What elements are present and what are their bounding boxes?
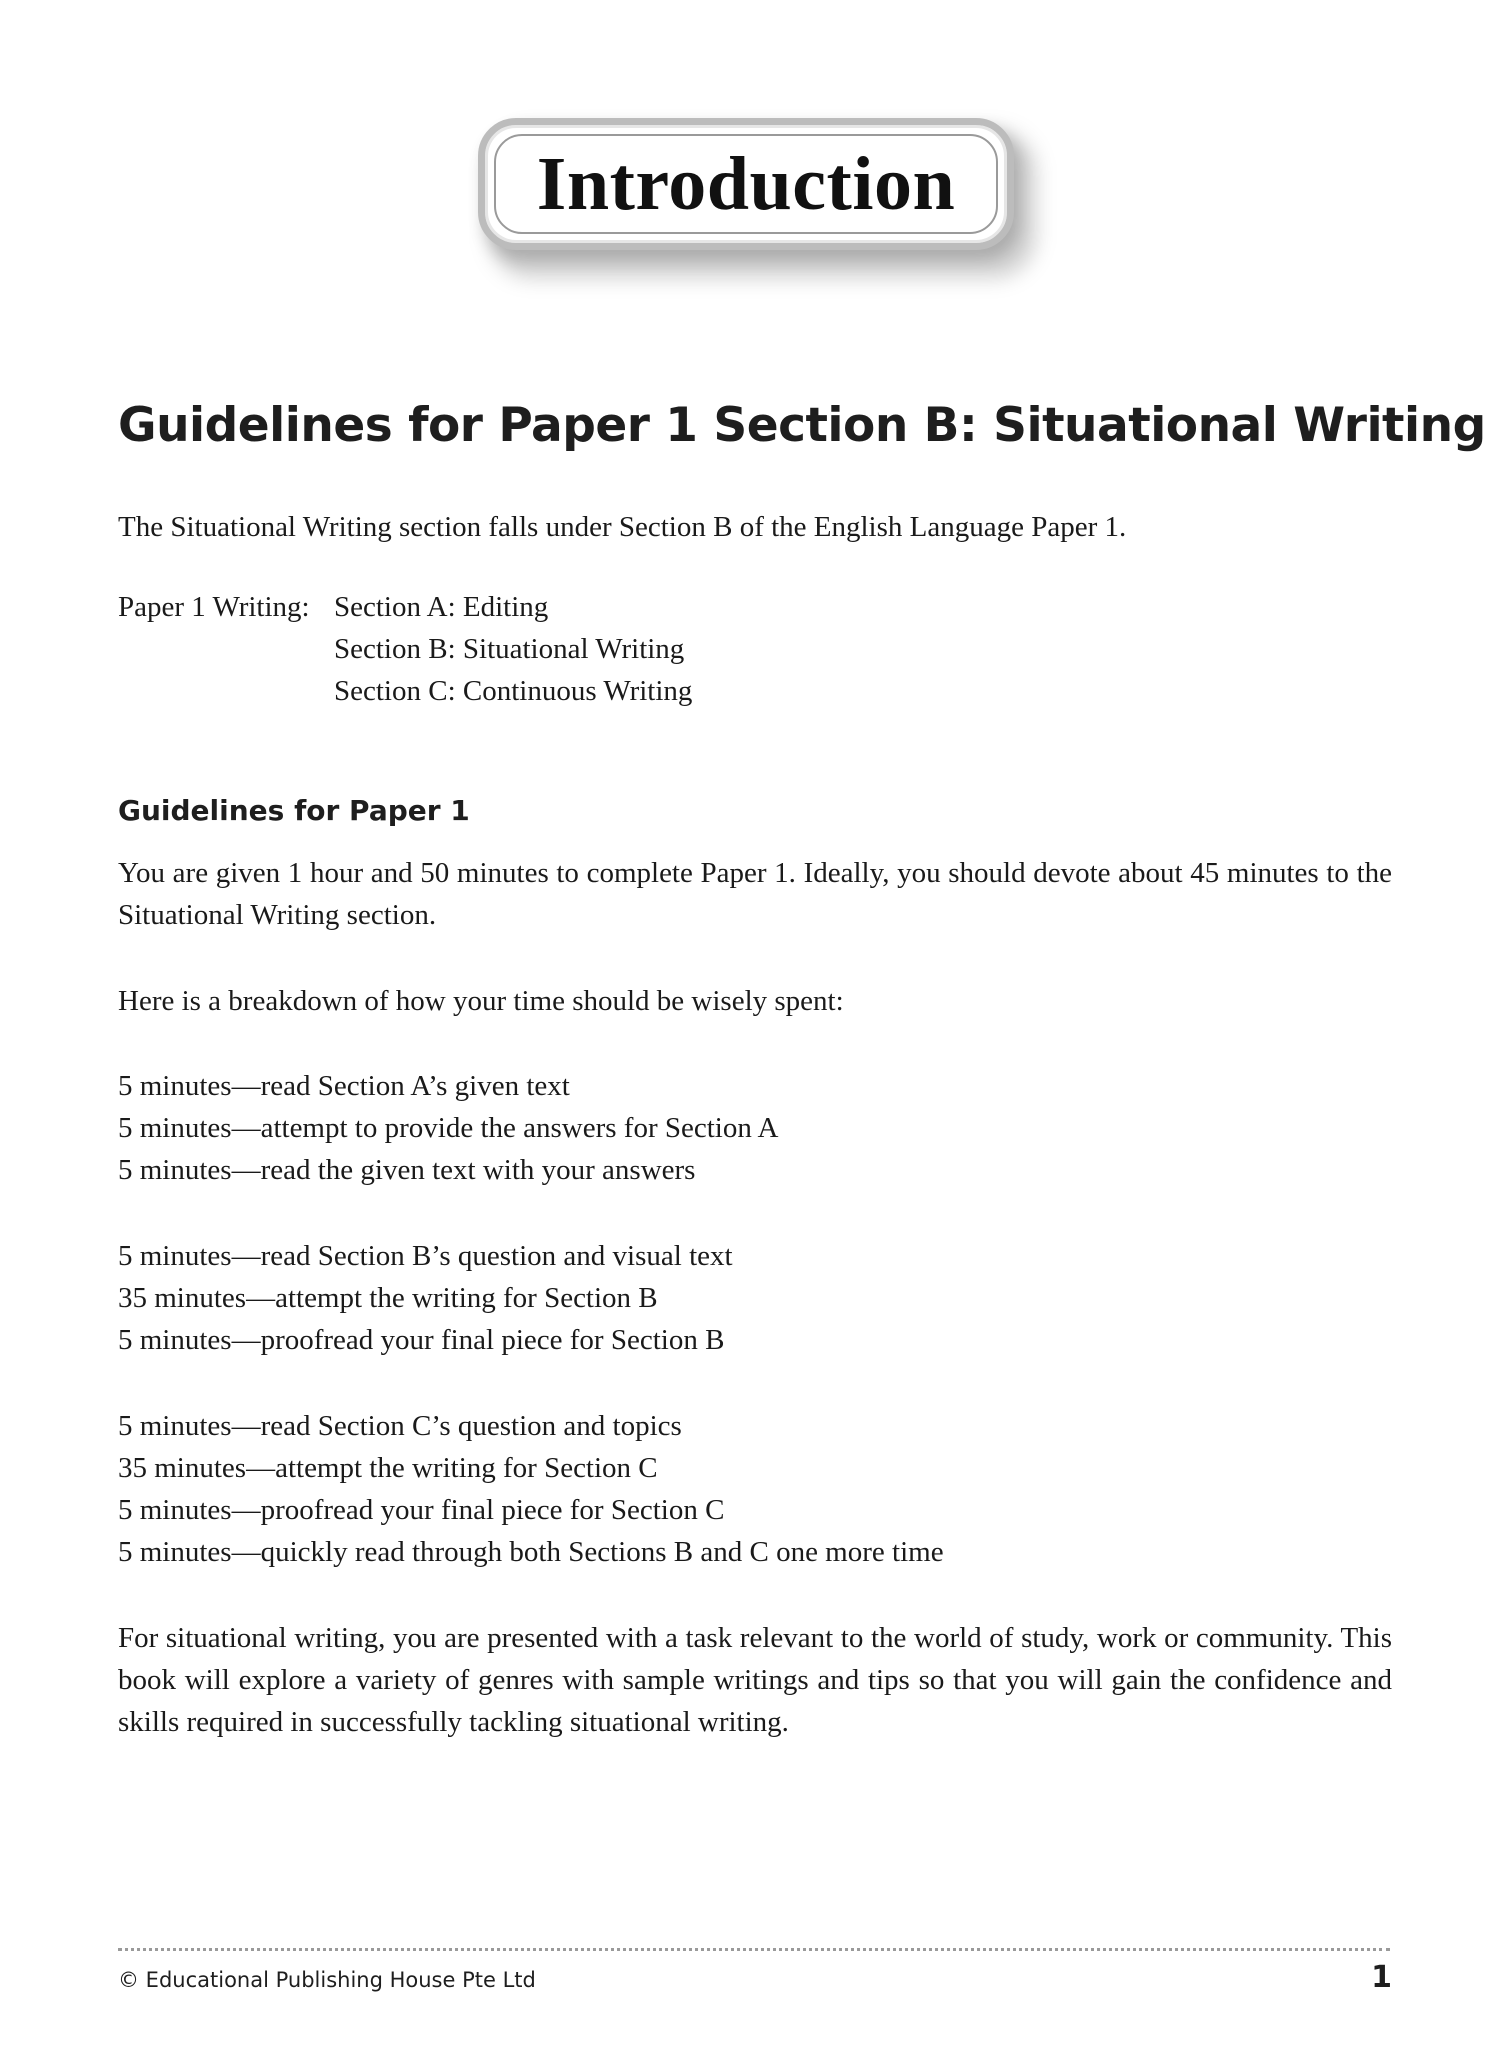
paper-section-row xyxy=(118,628,1392,670)
breakdown-item: 5 minutes—read Section B’s question and visual text xyxy=(118,1240,733,1272)
intro-paragraph: The Situational Writing section falls under Section B of the English Language Paper 1. xyxy=(118,511,1127,543)
time-paragraph: You are given 1 hour and 50 minutes to complete Paper 1. Ideally, you should devote about 45 minutes to the Situational Writing section. xyxy=(118,857,1392,931)
paper-sections-lead: Paper 1 Writing: xyxy=(118,591,310,623)
footer-copyright: © Educational Publishing House Pte Ltd xyxy=(118,1968,536,1992)
breakdown-item: 5 minutes—read Section C’s question and topics xyxy=(118,1410,682,1442)
paper-section-row xyxy=(118,670,1392,712)
breakdown-item: 5 minutes—proofread your final piece for Section B xyxy=(118,1324,725,1356)
footer-divider xyxy=(118,1948,1390,1951)
paper-sections-list xyxy=(118,586,1392,712)
paper-section-item: Section B: Situational Writing xyxy=(334,633,685,665)
breakdown-item: 5 minutes—read Section A’s given text xyxy=(118,1070,570,1102)
breakdown-group-a xyxy=(118,1065,1392,1191)
breakdown-intro: Here is a breakdown of how your time should be wisely spent: xyxy=(118,985,844,1017)
breakdown-item: 5 minutes—proofread your final piece for Section C xyxy=(118,1494,725,1526)
breakdown-item: 35 minutes—attempt the writing for Section C xyxy=(118,1452,658,1484)
title-box xyxy=(478,118,1014,250)
title-inner-frame xyxy=(494,134,998,234)
paper-section-item: Section C: Continuous Writing xyxy=(334,675,693,707)
paper-section-item: Section A: Editing xyxy=(334,591,549,623)
closing-paragraph: For situational writing, you are presented with a task relevant to the world of study, work or community. This book will explore a variety of genres with sample writings and tips so that you will gain the confidence and skills required in successfully tackling situational writing. xyxy=(118,1622,1392,1738)
paper-section-row xyxy=(118,586,1392,628)
section-heading: Guidelines for Paper 1 Section B: Situational Writing xyxy=(118,398,1486,453)
breakdown-item: 5 minutes—attempt to provide the answers for Section A xyxy=(118,1112,779,1144)
page-title: Introduction xyxy=(536,142,956,226)
breakdown-item: 35 minutes—attempt the writing for Section B xyxy=(118,1282,658,1314)
breakdown-group-c xyxy=(118,1405,1392,1573)
breakdown-item: 5 minutes—quickly read through both Sections B and C one more time xyxy=(118,1536,944,1568)
subheading: Guidelines for Paper 1 xyxy=(118,794,470,827)
breakdown-group-b xyxy=(118,1235,1392,1361)
breakdown-item: 5 minutes—read the given text with your answers xyxy=(118,1154,696,1186)
page-number: 1 xyxy=(1371,1960,1392,1995)
